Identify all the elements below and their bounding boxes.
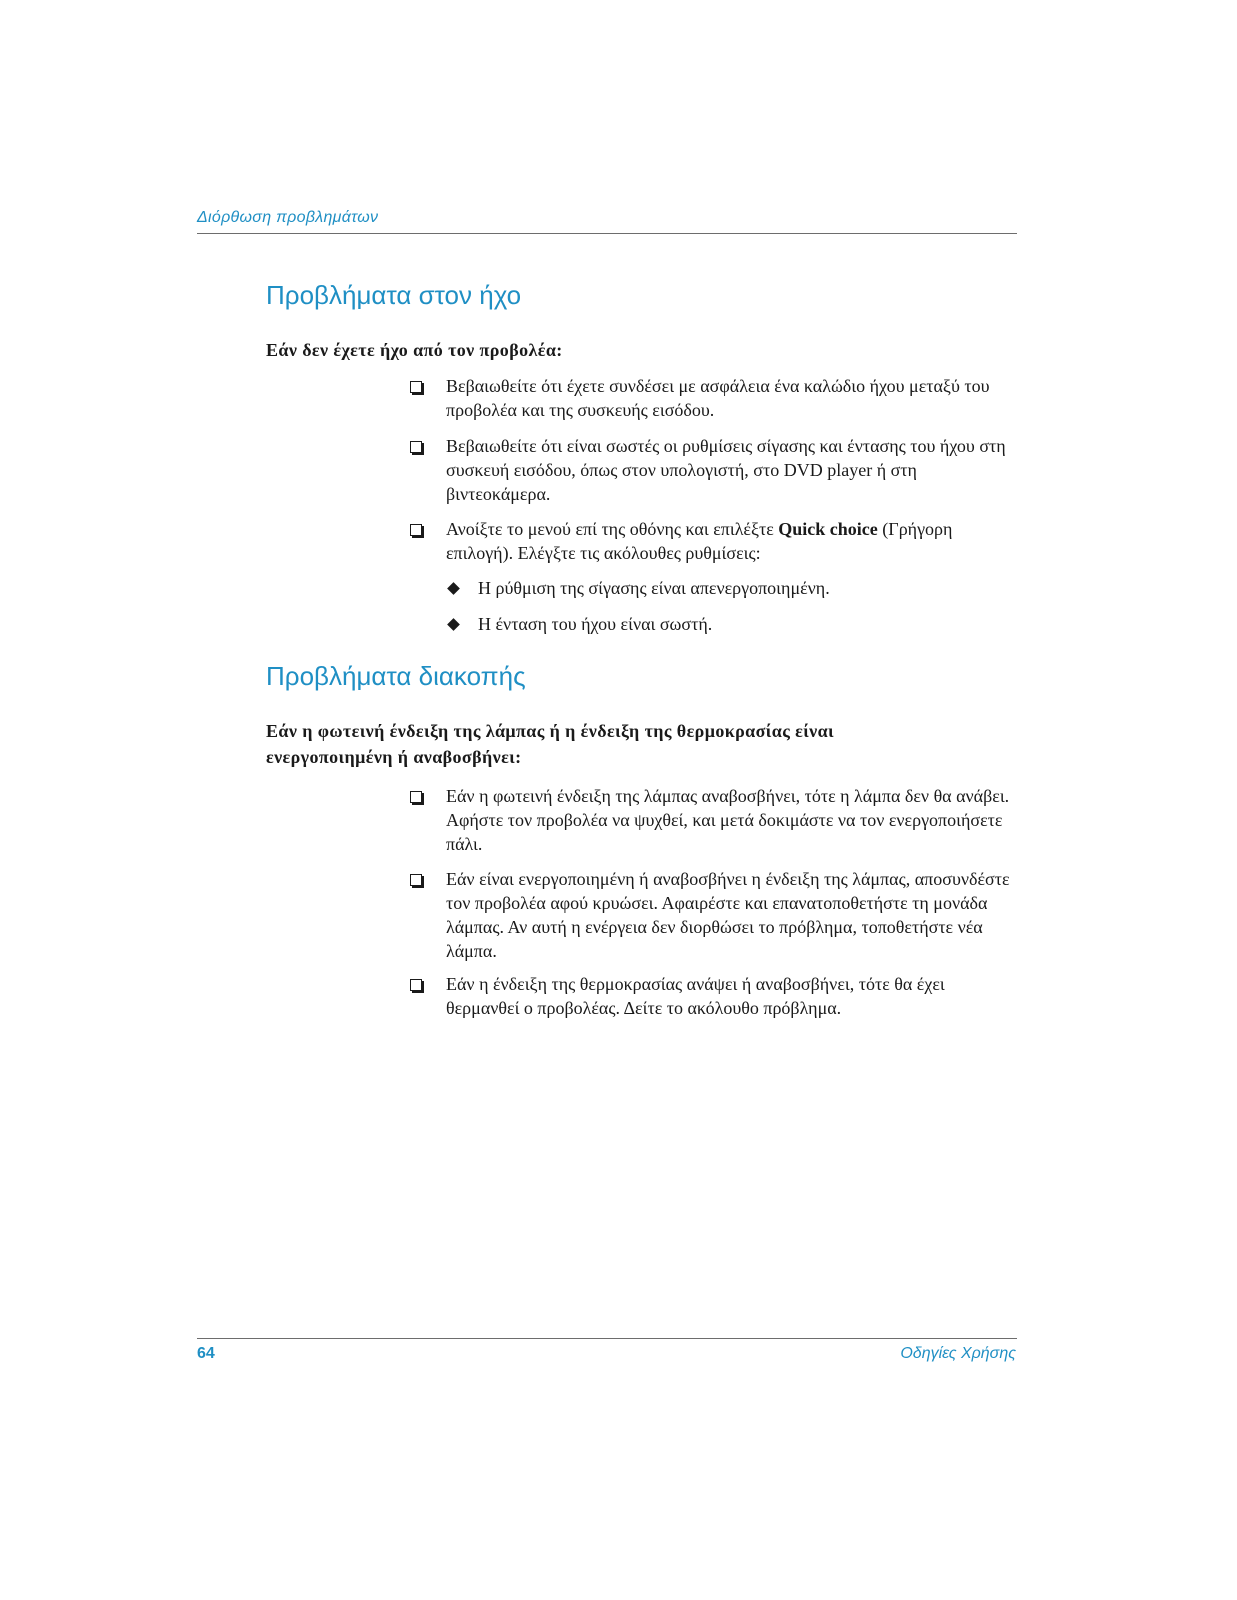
document-title: Οδηγίες Χρήσης bbox=[900, 1345, 1016, 1362]
menu-option-quick-choice: Quick choice bbox=[778, 519, 878, 539]
sub-list-item bbox=[447, 612, 1007, 636]
diamond-bullet-icon bbox=[447, 618, 460, 631]
list-item-text: Εάν είναι ενεργοποιημένη ή αναβοσβήνει η ένδειξη της λάμπας, αποσυνδέστε τον προβολέα αφού κρυώσει. Αφαιρέστε και επανατοποθετήστε τη μονάδα λάμπας. Αν αυτή η ενέργεια δεν διορθώσει το πρόβλημα, τοποθετήστε νέα λάμπα. bbox=[446, 869, 1010, 961]
checkbox-bullet-icon bbox=[410, 791, 422, 803]
list-item-text: Βεβαιωθείτε ότι έχετε συνδέσει με ασφάλεια ένα καλώδιο ήχου μεταξύ του προβολέα και της συσκευής εισόδου. bbox=[446, 376, 990, 420]
list-item-text: Εάν η ένδειξη της θερμοκρασίας ανάψει ή αναβοσβήνει, τότε θα έχει θερμανθεί ο προβολέας. Δείτε το ακόλουθο πρόβλημα. bbox=[446, 974, 945, 1018]
checkbox-bullet-icon bbox=[410, 979, 422, 991]
checkbox-bullet-icon bbox=[410, 381, 422, 393]
list-item bbox=[410, 374, 1020, 422]
header-rule bbox=[197, 233, 1017, 234]
footer-rule bbox=[197, 1338, 1017, 1339]
section-lead-audio: Εάν δεν έχετε ήχο από τον προβολέα: bbox=[266, 340, 563, 360]
list-item bbox=[410, 434, 1020, 506]
list-item bbox=[410, 867, 1020, 963]
list-item-text: Βεβαιωθείτε ότι είναι σωστές οι ρυθμίσεις σίγασης και έντασης του ήχου στη συσκευή εισόδου, όπως στον υπολογιστή, στο DVD player ή στη βιντεοκάμερα. bbox=[446, 436, 1006, 504]
list-item-text: Εάν η φωτεινή ένδειξη της λάμπας αναβοσβήνει, τότε η λάμπα δεν θα ανάβει. Αφήστε τον προβολέα να ψυχθεί, και μετά δοκιμάστε να τον ενεργοποιήσετε πάλι. bbox=[446, 786, 1010, 854]
section-title-audio: Προβλήματα στον ήχο bbox=[266, 280, 522, 310]
list-item bbox=[410, 972, 1020, 1020]
checkbox-bullet-icon bbox=[410, 874, 422, 886]
list-item bbox=[410, 517, 1020, 565]
checkbox-bullet-icon bbox=[410, 524, 422, 536]
list-item bbox=[410, 784, 1020, 856]
section-lead-shutdown: Εάν η φωτεινή ένδειξη της λάμπας ή η ένδειξη της θερμοκρασίας είναι ενεργοποιημένη ή αναβοσβήνει: bbox=[266, 721, 835, 767]
sub-list-item bbox=[447, 576, 1007, 600]
running-header: Διόρθωση προβλημάτων bbox=[197, 209, 379, 226]
checkbox-bullet-icon bbox=[410, 441, 422, 453]
page-number: 64 bbox=[197, 1345, 215, 1362]
sub-list-item-text: Η ένταση του ήχου είναι σωστή. bbox=[478, 614, 713, 634]
diamond-bullet-icon bbox=[447, 582, 460, 595]
section-title-shutdown: Προβλήματα διακοπής bbox=[266, 661, 526, 691]
list-item-text: Ανοίξτε το μενού επί της οθόνης και επιλέξτε Quick choice (Γρήγορη επιλογή). Ελέγξτε τις ακόλουθες ρυθμίσεις: bbox=[446, 519, 953, 563]
sub-list-item-text: Η ρύθμιση της σίγασης είναι απενεργοποιημένη. bbox=[478, 578, 830, 598]
